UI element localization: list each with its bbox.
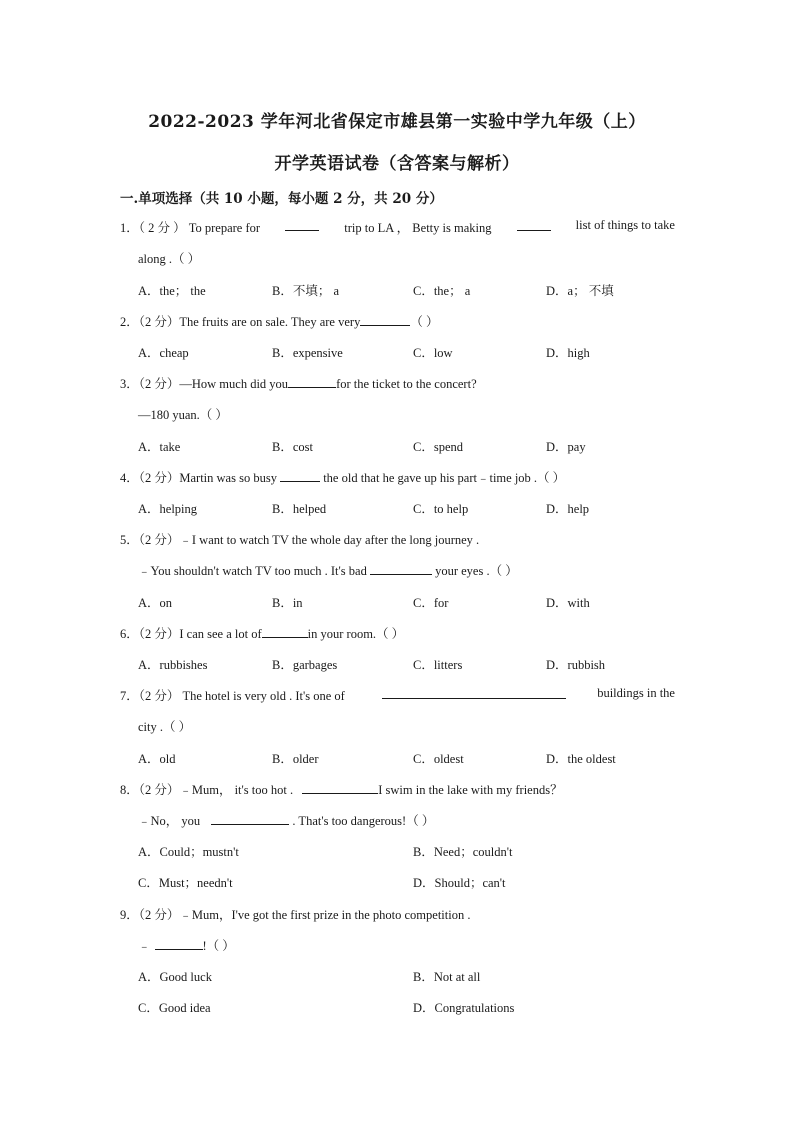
- answer-blank: [370, 562, 432, 575]
- q5-stem-a: ﹣You shouldn't watch TV too much . It's bad: [138, 564, 367, 578]
- answer-blank: [360, 313, 410, 326]
- q8-option-d[interactable]: D．Should；can't: [413, 876, 506, 890]
- q4-stem-b: the old that he gave up his part﹣time job .（ ）: [323, 471, 566, 485]
- q6-option-a[interactable]: A．rubbishes: [138, 658, 208, 672]
- q2-stem-a: 2．（2 分）The fruits are on sale. They are very: [120, 315, 361, 329]
- question-3-reply: —180 yuan.（ ）: [138, 408, 228, 422]
- q2-stem-b: （ ）: [410, 315, 439, 329]
- question-9-reply: [138, 936, 693, 954]
- question-8-reply: [138, 811, 693, 829]
- q7-option-d[interactable]: D．the oldest: [546, 752, 616, 766]
- q1-option-d[interactable]: D．a； 不填: [546, 284, 614, 298]
- answer-blank: [302, 781, 378, 794]
- answer-blank: [382, 686, 566, 699]
- q6-option-b[interactable]: B．garbages: [272, 658, 338, 672]
- q3-option-d[interactable]: D．pay: [546, 440, 586, 454]
- q6-option-d[interactable]: D．rubbish: [546, 658, 606, 672]
- question-5-stem: 5．（2 分）﹣I want to watch TV the whole day after the long journey .: [120, 533, 480, 547]
- q4-option-c[interactable]: C．to help: [413, 502, 469, 516]
- q5-option-c[interactable]: C．for: [413, 596, 449, 610]
- q1-part-a: 1．（ 2 分 ） To prepare for: [120, 221, 261, 235]
- q3-option-c[interactable]: C．spend: [413, 440, 464, 454]
- q1-part-c: list of things to take: [575, 218, 675, 232]
- q1-option-b[interactable]: B．不填； a: [272, 284, 340, 298]
- question-3-stem: [120, 374, 675, 392]
- q8-option-a[interactable]: A．Could；mustn't: [138, 845, 239, 859]
- q4-option-d[interactable]: D．help: [546, 502, 590, 516]
- question-6-stem: [120, 624, 675, 642]
- question-9-stem: 9．（2 分）﹣Mum，I've got the first prize in the photo competition .: [120, 908, 471, 922]
- q6-stem-b: in your room.（ ）: [307, 627, 405, 641]
- question-8-stem: [120, 780, 675, 798]
- q6-option-c[interactable]: C．litters: [413, 658, 463, 672]
- q7-option-c[interactable]: C．oldest: [413, 752, 464, 766]
- q9-option-b[interactable]: B．Not at all: [413, 970, 481, 984]
- q5-option-b[interactable]: B．in: [272, 596, 303, 610]
- answer-blank: [211, 812, 289, 825]
- q1-option-a[interactable]: A．the； the: [138, 284, 206, 298]
- question-1-continued: along .（ ）: [138, 252, 201, 266]
- q8-line2-a: ﹣No， you: [138, 814, 201, 828]
- q5-stem-b: your eyes .（ ）: [435, 564, 518, 578]
- q9-line2-b: !（ ）: [202, 939, 235, 953]
- q5-option-a[interactable]: A．on: [138, 596, 173, 610]
- answer-blank: [285, 218, 319, 231]
- answer-blank: [262, 625, 308, 638]
- answer-blank: [155, 937, 203, 950]
- q8-stem-b: I swim in the lake with my friends？: [378, 783, 563, 797]
- q7-stem-b: buildings in the: [597, 686, 675, 700]
- q4-option-a[interactable]: A．helping: [138, 502, 198, 516]
- q9-option-d[interactable]: D．Congratulations: [413, 1001, 515, 1015]
- question-1-stem: [120, 218, 675, 236]
- question-7-continued: city .（ ）: [138, 720, 192, 734]
- q7-option-a[interactable]: A．old: [138, 752, 176, 766]
- q5-option-d[interactable]: D．with: [546, 596, 590, 610]
- q2-option-a[interactable]: A．cheap: [138, 346, 189, 360]
- q1-part-b: trip to LA ， Betty is making: [344, 221, 492, 235]
- exam-title-line2: 开学英语试卷（含答案与解析）: [274, 154, 520, 174]
- question-5-reply: [138, 561, 693, 579]
- question-2-stem: [120, 312, 675, 330]
- exam-title-line1: 2022-2023 学年河北省保定市雄县第一实验中学九年级（上）: [148, 112, 646, 132]
- q9-option-c[interactable]: C．Good idea: [138, 1001, 211, 1015]
- q4-option-b[interactable]: B．helped: [272, 502, 327, 516]
- answer-blank: [288, 375, 336, 388]
- q3-option-b[interactable]: B．cost: [272, 440, 313, 454]
- q2-option-c[interactable]: C．low: [413, 346, 453, 360]
- q7-option-b[interactable]: B．older: [272, 752, 319, 766]
- q8-stem-a: 8．（2 分）﹣Mum， it's too hot .: [120, 783, 294, 797]
- answer-blank: [517, 218, 551, 231]
- q2-option-b[interactable]: B．expensive: [272, 346, 343, 360]
- answer-blank: [280, 469, 320, 482]
- section-heading: 一.单项选择（共 10 小题，每小题 2 分，共 20 分）: [120, 191, 443, 207]
- q9-option-a[interactable]: A．Good luck: [138, 970, 212, 984]
- q3-stem-b: for the ticket to the concert?: [336, 377, 477, 391]
- q3-option-a[interactable]: A．take: [138, 440, 181, 454]
- q6-stem-a: 6．（2 分）I can see a lot of: [120, 627, 262, 641]
- q8-option-c[interactable]: C．Must；needn't: [138, 876, 233, 890]
- question-7-stem: [120, 686, 675, 704]
- q3-stem-a: 3．（2 分）—How much did you: [120, 377, 289, 391]
- q8-option-b[interactable]: B．Need；couldn't: [413, 845, 513, 859]
- q8-line2-b: . That's too dangerous!（ ）: [292, 814, 435, 828]
- q9-line2-a: ﹣: [138, 939, 151, 953]
- q4-stem-a: 4．（2 分）Martin was so busy: [120, 471, 277, 485]
- q2-option-d[interactable]: D．high: [546, 346, 590, 360]
- q1-option-c[interactable]: C．the； a: [413, 284, 471, 298]
- question-4-stem: [120, 468, 675, 486]
- q7-stem-a: 7．（2 分） The hotel is very old . It's one of: [120, 689, 345, 703]
